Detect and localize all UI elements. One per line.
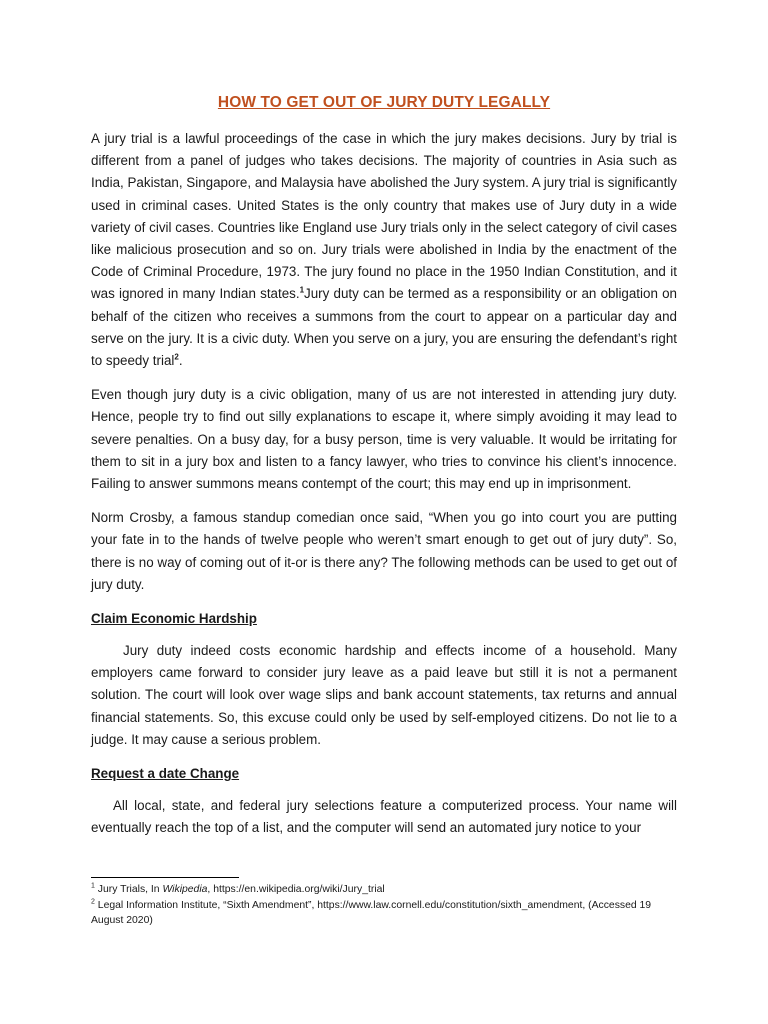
economic-hardship-paragraph: Jury duty indeed costs economic hardship and effects income of a household. Many employers came forward to consider jury leave as a paid leave but still it is not a permanent solution. The court will look over wage slips and bank account statements, tax returns and annual financial statements. So, this excuse could only be used by self-employed citizens. Do not lie to a judge. It may cause a serious problem. bbox=[91, 643, 677, 747]
footnote-1-pre: Jury Trials, In bbox=[94, 884, 163, 895]
intro-text-b: Jury duty can be termed as a responsibility or an obligation on behalf of the citizen who receives a summons from the court to appear on a particular day and serve on the jury. It is a civic duty. When you serve on a jury, you are ensuring the defendant’s right to speedy trial bbox=[91, 286, 677, 369]
intro-paragraph bbox=[91, 128, 677, 372]
footnote-1-italic: Wikipedia bbox=[162, 884, 208, 895]
footnote-2-text[interactable]: Legal Information Institute, “Sixth Amendment”, https://www.law.cornell.edu/constitution/sixth_amendment, (Accessed 19 August 2020) bbox=[91, 899, 652, 926]
quote-paragraph: Norm Crosby, a famous standup comedian once said, “When you go into court you are putting your fate in to the hands of twelve people who weren’t smart enough to get out of jury duty”. So, there is no way of coming out of it-or is there any? The following methods can be used to get out of jury duty. bbox=[91, 510, 677, 592]
footnote-1-link[interactable]: , https://en.wikipedia.org/wiki/Jury_trial bbox=[207, 884, 385, 895]
section-heading-date-change: Request a date Change bbox=[91, 766, 240, 782]
footnote-ref-1[interactable]: 1 bbox=[299, 285, 305, 295]
footnote-1-number: 1 bbox=[91, 882, 95, 890]
footnote-ref-2[interactable]: 2 bbox=[174, 352, 179, 362]
page-title: HOW TO GET OUT OF JURY DUTY LEGALLY bbox=[217, 94, 551, 111]
date-change-paragraph: All local, state, and federal jury selections feature a computerized process. Your name will eventually reach the top of a list, and the computer will send an automated jury notice to your bbox=[91, 798, 677, 836]
intro-text-a: A jury trial is a lawful proceedings of the case in which the jury makes decisions. Jury by trial is different from a panel of judges who takes decisions. The majority of countries in Asia such as India, Pakistan, Singapore, and Malaysia have abolished the Jury system. A jury trial is significantly used in criminal cases. United States is the only country that makes use of Jury duty in a wide variety of civil cases. Countries like England use Jury trials only in the select category of civil cases like malicious prosecution and so on. Jury trials were abolished in India by the enactment of the Code of Criminal Procedure, 1973. The jury found no place in the 1950 Indian Constitution, and it was ignored in many Indian states. bbox=[91, 131, 677, 302]
section-heading-economic-hardship: Claim Economic Hardship bbox=[91, 611, 257, 627]
footnotes bbox=[91, 877, 677, 929]
footnote-2-number: 2 bbox=[91, 898, 95, 906]
footnote-2 bbox=[91, 898, 677, 929]
intro-text-c: . bbox=[178, 353, 183, 369]
footnote-divider bbox=[91, 877, 239, 878]
footnote-1 bbox=[91, 882, 677, 898]
civic-obligation-paragraph: Even though jury duty is a civic obligation, many of us are not interested in attending jury duty. Hence, people try to find out silly explanations to escape it, where simply avoiding it may lead to severe penalties. On a busy day, for a busy person, time is very valuable. It would be irritating for them to sit in a jury box and listen to a fancy lawyer, who tries to convince his client’s innocence. Failing to answer summons means contempt of the court; this may end up in imprisonment. bbox=[91, 387, 677, 492]
